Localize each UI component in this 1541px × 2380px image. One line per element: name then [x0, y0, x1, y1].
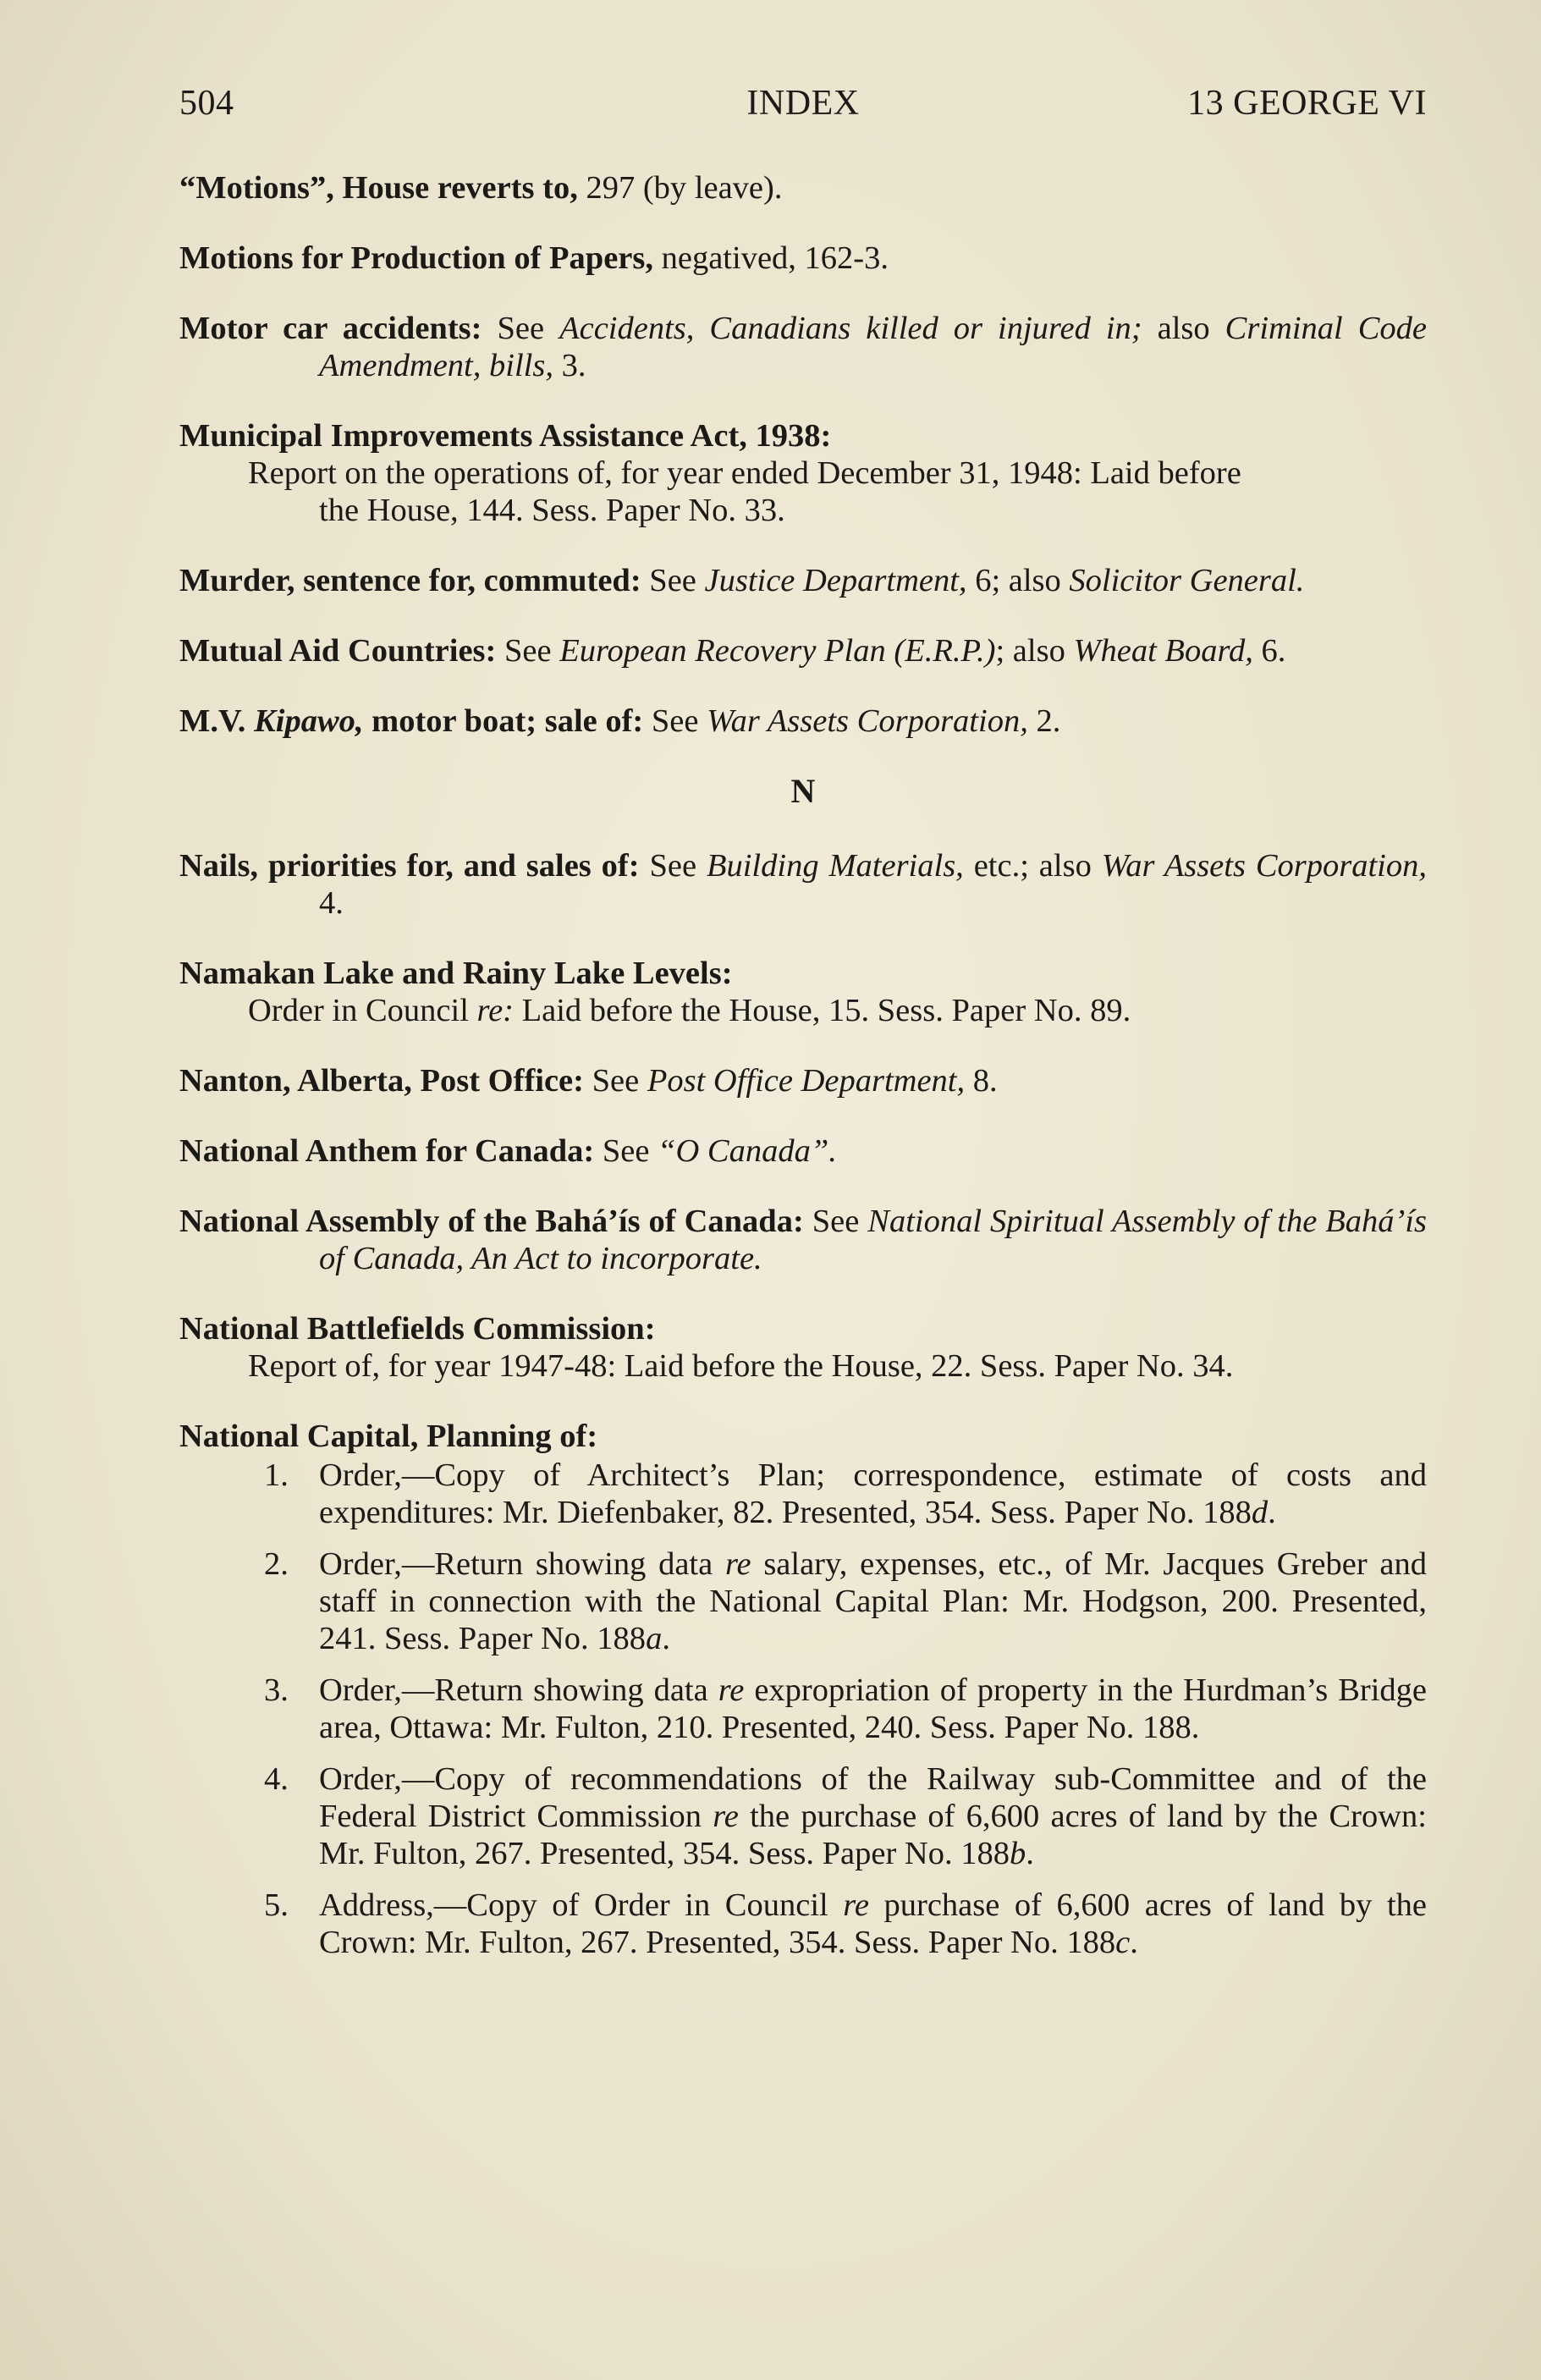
- entry-line: Report on the operations of, for year ended December 31, 1948: Laid before: [248, 455, 1241, 491]
- entry-text: See: [639, 848, 707, 884]
- entry-heading: motor boat; sale of:: [363, 703, 644, 739]
- item-text: .: [1130, 1925, 1138, 1960]
- cross-reference: Solicitor General.: [1069, 563, 1305, 598]
- item-text: re: [843, 1887, 869, 1923]
- list-item: [179, 1672, 1427, 1746]
- entry-capital: [179, 1418, 1427, 1961]
- item-text: Order,—Return showing data: [319, 1672, 718, 1708]
- list-item: [179, 1545, 1427, 1657]
- cross-reference: Building Materials,: [706, 848, 964, 884]
- entry-nanton: [179, 1062, 1427, 1099]
- entry-text: 8.: [965, 1063, 998, 1099]
- cross-reference: Accidents, Canadians killed or injured in;: [559, 311, 1142, 346]
- entry-text: See: [643, 703, 707, 739]
- entry-heading: Murder, sentence for, commuted:: [179, 563, 641, 598]
- item-text: Order,—Copy of recommendations of the Railway sub-Committee and of the Federal District Commission: [319, 1761, 1427, 1834]
- entry-anthem: [179, 1132, 1427, 1170]
- entry-heading: Nails, priorities for, and sales of:: [179, 848, 640, 884]
- capital-items: [179, 1457, 1427, 1961]
- paper-suffix: c: [1115, 1925, 1131, 1960]
- entry-motions-house: [179, 169, 1427, 207]
- entry-text: See: [482, 311, 560, 346]
- entry-text: Laid before the House, 15. Sess. Paper No. 89.: [513, 993, 1131, 1028]
- entry-line: the House, 144. Sess. Paper No. 33.: [319, 493, 785, 528]
- entry-heading: Nanton, Alberta, Post Office:: [179, 1063, 584, 1099]
- item-number: 3.: [264, 1672, 289, 1708]
- list-item: [179, 1457, 1427, 1531]
- entry-text: See: [583, 1063, 647, 1099]
- entry-heading: National Anthem for Canada:: [179, 1133, 595, 1169]
- item-text: the purchase of 6,600 acres of land by the Crown: Mr. Fulton, 267. Presented, 354. Sess. Paper No. 188: [319, 1799, 1427, 1871]
- entry-heading: National Battlefields Commission:: [179, 1311, 656, 1347]
- entry-heading: Namakan Lake and Rainy Lake Levels:: [179, 956, 733, 991]
- item-text: purchase of 6,600 acres of land by the Crown: Mr. Fulton, 267. Presented, 354. Sess. Paper No. 188: [319, 1887, 1427, 1960]
- entry-namakan: [179, 955, 1427, 1029]
- cross-reference: Post Office Department,: [647, 1063, 966, 1099]
- list-item: [179, 1887, 1427, 1961]
- running-head-title: INDEX: [746, 84, 860, 123]
- entry-text: 297 (by leave).: [577, 170, 783, 206]
- item-text: re: [713, 1799, 739, 1834]
- page-number: 504: [179, 84, 234, 123]
- entry-text: 6; also: [966, 563, 1070, 598]
- entry-heading: Mutual Aid Countries:: [179, 633, 497, 669]
- entry-heading: Municipal Improvements Assistance Act, 1938:: [179, 418, 832, 454]
- cross-reference: War Assets Corporation,: [707, 703, 1028, 739]
- item-text: .: [1268, 1495, 1276, 1530]
- entry-mutual-aid: [179, 632, 1427, 669]
- entry-heading: National Assembly of the Bahá’ís of Canada:: [179, 1204, 804, 1239]
- entry-motor-car: [179, 310, 1427, 384]
- item-number: 4.: [264, 1761, 289, 1797]
- entry-heading: Motions for Production of Papers,: [179, 240, 653, 276]
- entry-heading: Motor car accidents:: [179, 311, 482, 346]
- list-item: [179, 1760, 1427, 1872]
- item-text: expropriation of property in the Hurdman’s Bridge area, Ottawa: Mr. Fulton, 210. Presented, 240. Sess. Paper No. 188.: [319, 1672, 1427, 1745]
- entry-text: See: [803, 1204, 868, 1239]
- item-text: .: [1026, 1836, 1034, 1871]
- cross-reference: War Assets Corporation,: [1101, 848, 1427, 884]
- cross-reference: Justice Department,: [704, 563, 967, 598]
- entry-line: [179, 992, 1427, 1029]
- item-text: re: [718, 1672, 745, 1708]
- entry-text: See: [594, 1133, 658, 1169]
- entry-kipawo: [179, 702, 1427, 740]
- entry-murder: [179, 562, 1427, 599]
- entry-nails: [179, 847, 1427, 922]
- entry-text: negatived, 162-3.: [653, 240, 889, 276]
- item-text: re: [724, 1546, 751, 1582]
- entry-text: 3.: [553, 348, 586, 383]
- item-text: Order,—Copy of Architect’s Plan; correspondence, estimate of costs and expenditures: Mr. Diefenbaker, 82. Presented, 354. Sess. Paper No. 188: [319, 1457, 1427, 1530]
- cross-reference: European Recovery Plan (E.R.P.): [559, 633, 996, 669]
- entry-text: ; also: [995, 633, 1074, 669]
- entry-line: Report of, for year 1947-48: Laid before the House, 22. Sess. Paper No. 34.: [248, 1348, 1234, 1384]
- item-text: salary, expenses, etc., of Mr. Jacques Greber and staff in connection with the National Capital Plan: Mr. Hodgson, 200. Presented, 241. Sess. Paper No. 188: [319, 1546, 1427, 1656]
- entry-text: 6.: [1252, 633, 1286, 669]
- cross-reference: Wheat Board,: [1073, 633, 1253, 669]
- entry-text: re:: [476, 993, 514, 1028]
- entry-heading: National Capital, Planning of:: [179, 1419, 598, 1454]
- cross-reference: National Spiritual Assembly of the Bahá’ís of Canada, An Act to incorporate.: [319, 1204, 1428, 1276]
- entry-text: also: [1142, 311, 1225, 346]
- entry-battlefields: [179, 1310, 1427, 1385]
- entry-text: See: [641, 563, 705, 598]
- entry-assembly: [179, 1203, 1427, 1277]
- entry-heading: “Motions”, House reverts to,: [179, 170, 578, 206]
- item-number: 5.: [264, 1887, 289, 1923]
- item-number: 2.: [264, 1546, 289, 1582]
- running-head: [179, 83, 1427, 134]
- paper-suffix: d: [1251, 1495, 1269, 1530]
- entry-motions-papers: [179, 240, 1427, 277]
- entry-heading: M.V.: [179, 703, 255, 739]
- item-text: Address,—Copy of Order in Council: [319, 1887, 844, 1923]
- entry-text: Order in Council: [248, 993, 477, 1028]
- cross-reference: Criminal Code Amendment, bills,: [319, 311, 1427, 383]
- paper-suffix: b: [1009, 1836, 1026, 1871]
- paper-suffix: a: [646, 1621, 663, 1656]
- entry-text: etc.; also: [963, 848, 1102, 884]
- entry-text: See: [496, 633, 560, 669]
- index-body: [179, 169, 1427, 1994]
- entry-text: 4.: [319, 885, 344, 921]
- item-text: .: [662, 1621, 670, 1656]
- item-text: Order,—Return showing data: [319, 1546, 725, 1582]
- cross-reference: “O Canada”.: [658, 1133, 837, 1169]
- item-number: 1.: [264, 1457, 289, 1493]
- section-letter: N: [790, 772, 816, 810]
- entry-municipal: [179, 417, 1427, 529]
- vessel-name: Kipawo,: [254, 703, 364, 739]
- running-head-reign: 13 GEORGE VI: [1187, 84, 1427, 123]
- entry-text: 2.: [1027, 703, 1061, 739]
